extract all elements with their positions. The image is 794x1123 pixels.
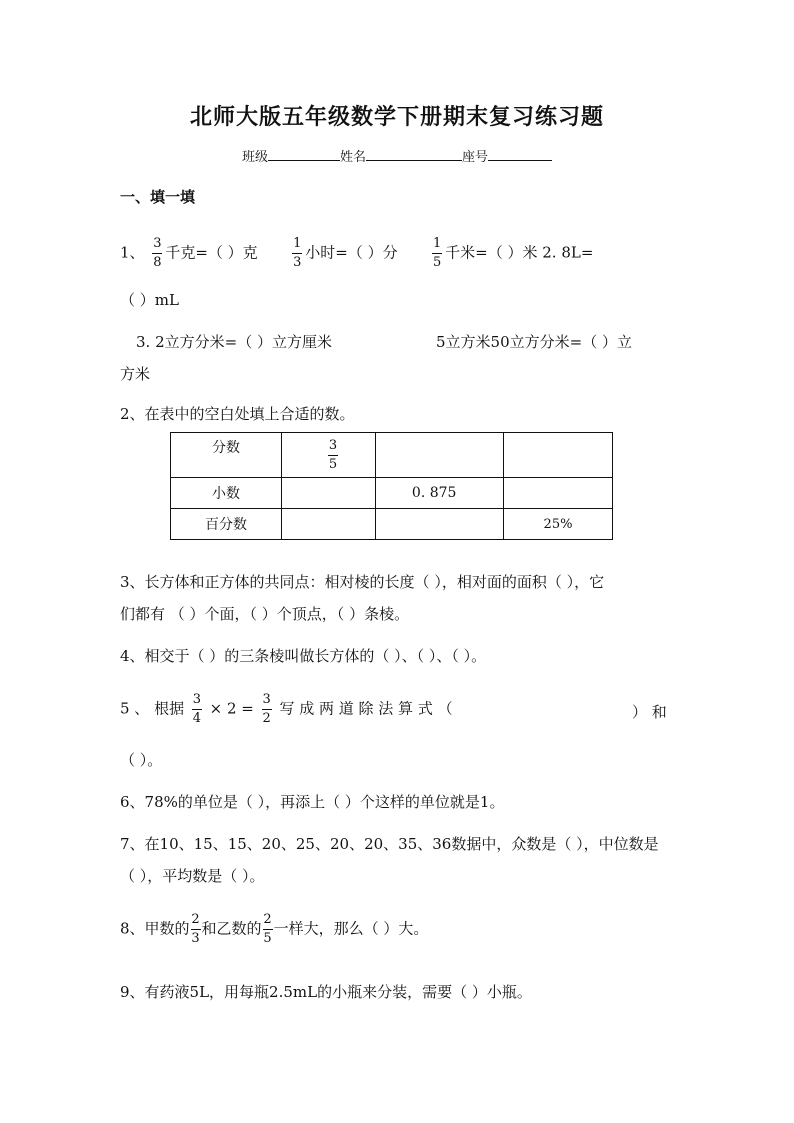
name-blank[interactable] — [366, 148, 462, 161]
question-1 — [120, 236, 593, 271]
row-label: 百分数 — [171, 509, 282, 540]
q1-part3: 千米=（ ）米 2. 8L= — [445, 243, 594, 262]
section-heading: 一、填一填 — [120, 188, 196, 206]
table-cell[interactable] — [503, 433, 612, 478]
table-cell: 0. 875 — [375, 478, 503, 509]
table-cell: 25% — [503, 509, 612, 540]
table-row — [171, 433, 613, 478]
q1-line4: 方米 — [120, 365, 151, 383]
seat-label: 座号 — [462, 150, 489, 165]
question-7-line2: （ ），平均数是（ ）。 — [120, 867, 265, 885]
fraction: $\frac{3}{8}$ — [153, 236, 162, 270]
q8-middle: 和乙数的 — [201, 919, 262, 938]
q1-line3b: 5立方米50立方分米=（ ）立 — [436, 333, 632, 351]
fraction: $\frac{2}{3}$ — [191, 912, 200, 946]
question-7-line1: 7、在10、15、15、20、25、20、20、35、36数据中，众数是（ ），中位数是 — [120, 835, 659, 853]
fraction: $\frac{3}{4}$ — [192, 692, 202, 726]
question-6: 6、78%的单位是（ ），再添上（ ）个这样的单位就是1。 — [120, 793, 505, 811]
q8-suffix: 一样大，那么（ ）大。 — [273, 919, 429, 938]
q5-operator: × 2 = — [209, 699, 254, 718]
question-3-line1: 3、长方体和正方体的共同点：相对棱的长度（ ），相对面的面积（ ），它 — [120, 573, 605, 591]
question-3-line2: 们都有 （ ）个面，（ ）个顶点，（ ）条棱。 — [120, 605, 410, 623]
question-5 — [120, 692, 453, 727]
conversion-table — [170, 432, 613, 540]
q1-part1: 千克=（ ）克 — [165, 243, 258, 262]
q5-prefix: 5 、 根据 — [120, 699, 185, 718]
q1-part2: 小时=（ ）分 — [305, 243, 398, 262]
class-blank[interactable] — [268, 148, 340, 161]
question-4: 4、相交于（ ）的三条棱叫做长方体的（ ）、（ ）、（ ）。 — [120, 647, 487, 665]
row-label: 小数 — [171, 478, 282, 509]
name-label: 姓名 — [339, 150, 366, 165]
q5-and: ） 和 — [632, 703, 667, 721]
table-row — [171, 509, 613, 540]
fraction: $\frac{1}{3}$ — [293, 236, 302, 270]
fraction: $\frac{3}{5}$ — [328, 437, 338, 472]
q8-prefix: 8、甲数的 — [120, 919, 190, 938]
question-8 — [120, 912, 428, 947]
q1-line2: （ ）mL — [120, 291, 179, 309]
table-cell[interactable] — [282, 478, 376, 509]
table-cell[interactable] — [282, 433, 376, 478]
table-cell[interactable] — [375, 509, 503, 540]
seat-blank[interactable] — [488, 148, 552, 161]
q1-number: 1、 — [120, 243, 145, 262]
row-label: 分数 — [171, 433, 282, 478]
page-title: 北师大版五年级数学下册期末复习练习题 — [189, 104, 604, 130]
table-row — [171, 478, 613, 509]
table-cell[interactable] — [375, 433, 503, 478]
question-2: 2、在表中的空白处填上合适的数。 — [120, 405, 355, 423]
q1-line3a: 3. 2立方分米=（ ）立方厘米 — [136, 333, 332, 351]
class-label: 班级 — [241, 150, 268, 165]
q5-text: 写 成 两 道 除 法 算 式 （ — [279, 699, 453, 718]
fraction: $\frac{1}{5}$ — [433, 236, 442, 270]
table-cell[interactable] — [282, 509, 376, 540]
fraction: $\frac{2}{5}$ — [263, 912, 272, 946]
student-info-line — [0, 146, 794, 165]
question-5-line2: （ ）。 — [120, 751, 163, 769]
fraction: $\frac{3}{2}$ — [262, 692, 271, 726]
question-9: 9、有药液5L，用每瓶2.5mL的小瓶来分装，需要（ ）小瓶。 — [120, 983, 532, 1001]
table-cell[interactable] — [503, 478, 612, 509]
